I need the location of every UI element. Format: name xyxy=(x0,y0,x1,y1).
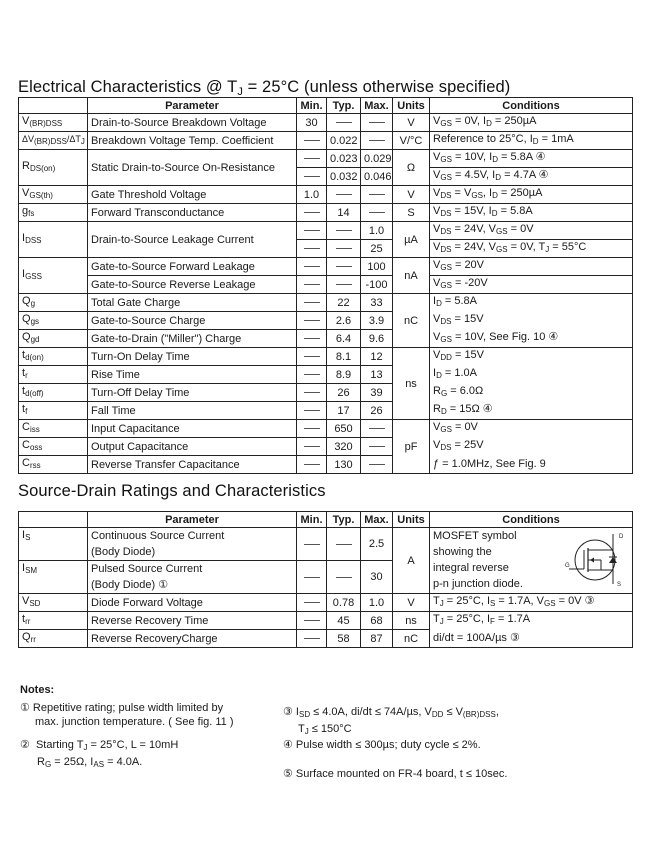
typ: 0.023 xyxy=(327,150,361,168)
conditions: $V_{GS} = 0V$ xyxy=(430,420,633,438)
symbol: $t_f$ xyxy=(19,402,88,420)
units: ns xyxy=(393,348,430,420)
symbol: $V_{(BR)DSS}$ xyxy=(19,114,88,132)
conditions: $V_{GS} = 10V$, $I_D = 5.8A$ ④ xyxy=(430,150,633,168)
parameter: Pulsed Source Current (Body Diode) ① xyxy=(88,561,297,594)
min xyxy=(297,294,327,312)
conditions: Reference to 25°C, $I_D = 1mA$ xyxy=(430,132,633,150)
max: 13 xyxy=(361,366,393,384)
conditions: $V_{DS} = 25V$ xyxy=(430,438,633,456)
header-symbol xyxy=(19,98,88,114)
header-row xyxy=(19,98,633,114)
symbol: $C_{rss}$ xyxy=(19,456,88,474)
note-2-line-1: ② Starting $T_J = 25^\circ C$, L = 10mH xyxy=(20,739,179,752)
typ: 26 xyxy=(327,384,361,402)
units: V xyxy=(393,186,430,204)
table-row xyxy=(19,366,633,384)
symbol: $V_{SD}$ xyxy=(19,594,88,612)
min xyxy=(297,630,327,648)
mosfet-conditions xyxy=(430,528,633,594)
parameter: Fall Time xyxy=(88,402,297,420)
note-1-line-2: max. junction temperature. ( See fig. 11 ) xyxy=(35,716,234,728)
title-rest: = 25°C (unless otherwise specified) xyxy=(242,78,511,96)
max xyxy=(361,132,393,150)
symbol: $Q_{gs}$ xyxy=(19,312,88,330)
electrical-characteristics-table xyxy=(18,97,633,474)
symbol: $I_{DSS}$ xyxy=(19,222,88,258)
symbol: $t_{rr}$ xyxy=(19,612,88,630)
min xyxy=(297,258,327,276)
min xyxy=(297,438,327,456)
max xyxy=(361,456,393,474)
conditions: $R_D = 15\Omega$ ④ xyxy=(430,402,633,420)
symbol: $V_{GS(th)}$ xyxy=(19,186,88,204)
symbol: $t_{d(on)}$ xyxy=(19,348,88,366)
conditions: $V_{DS} = 15V$ xyxy=(430,312,633,330)
conditions: di/dt = 100A/µs ③ xyxy=(430,630,633,648)
parameter: Gate-to-Source Charge xyxy=(88,312,297,330)
note-2-line-2: $R_G = 25\Omega$, $I_{AS} = 4.0A$. xyxy=(37,756,143,769)
typ: 22 xyxy=(327,294,361,312)
typ: 8.9 xyxy=(327,366,361,384)
min xyxy=(297,150,327,168)
conditions: $V_{GS} = 0V$, $I_D = 250\mu A$ xyxy=(430,114,633,132)
units: A xyxy=(393,528,430,594)
max: 39 xyxy=(361,384,393,402)
parameter: Rise Time xyxy=(88,366,297,384)
conditions: $V_{GS} = 20V$ xyxy=(430,258,633,276)
typ: 130 xyxy=(327,456,361,474)
typ xyxy=(327,561,361,594)
parameter: Gate-to-Source Reverse Leakage xyxy=(88,276,297,294)
typ xyxy=(327,186,361,204)
parameter: Drain-to-Source Leakage Current xyxy=(88,222,297,258)
max: 0.046 xyxy=(361,168,393,186)
max: -100 xyxy=(361,276,393,294)
units: nC xyxy=(393,294,430,348)
typ: 45 xyxy=(327,612,361,630)
conditions: $T_J = 25^\circ C$, $I_F = 1.7A$ xyxy=(430,612,633,630)
header-units: Units xyxy=(393,98,430,114)
note-1-line-1: ① Repetitive rating; pulse width limited by xyxy=(20,702,224,714)
min xyxy=(297,132,327,150)
conditions: $V_{DS} = 24V$, $V_{GS} = 0V$, $T_J = 55^\circ C$ xyxy=(430,240,633,258)
table-row xyxy=(19,258,633,276)
max xyxy=(361,420,393,438)
max xyxy=(361,438,393,456)
typ xyxy=(327,258,361,276)
max: 3.9 xyxy=(361,312,393,330)
header-row xyxy=(19,512,633,528)
typ: 320 xyxy=(327,438,361,456)
units: nA xyxy=(393,258,430,294)
parameter: Reverse Recovery Time xyxy=(88,612,297,630)
units: V/°C xyxy=(393,132,430,150)
parameter: Diode Forward Voltage xyxy=(88,594,297,612)
parameter: Total Gate Charge xyxy=(88,294,297,312)
units: Ω xyxy=(393,150,430,186)
header-conditions: Conditions xyxy=(430,98,633,114)
note-3-line-1: ③ $I_{SD} \le 4.0A$, di/dt ≤ 74A/µs, $V_{DD} \le V_{(BR)DSS}$, xyxy=(283,706,499,719)
symbol: $\Delta V_{(BR)DSS}/\Delta T_J$ xyxy=(19,132,88,150)
header-parameter: Parameter xyxy=(88,512,297,528)
max xyxy=(361,204,393,222)
conditions: $V_{DS} = V_{GS}$, $I_D = 250\mu A$ xyxy=(430,186,633,204)
min xyxy=(297,561,327,594)
parameter: Drain-to-Source Breakdown Voltage xyxy=(88,114,297,132)
symbol: $I_{GSS}$ xyxy=(19,258,88,294)
min xyxy=(297,276,327,294)
max: 68 xyxy=(361,612,393,630)
conditions: $I_D = 1.0A$ xyxy=(430,366,633,384)
table-row xyxy=(19,420,633,438)
typ: 17 xyxy=(327,402,361,420)
symbol: $t_r$ xyxy=(19,366,88,384)
min xyxy=(297,456,327,474)
min xyxy=(297,348,327,366)
max: 25 xyxy=(361,240,393,258)
symbol: $g_{fs}$ xyxy=(19,204,88,222)
parameter: Gate-to-Drain ("Miller") Charge xyxy=(88,330,297,348)
conditions: $V_{GS} = 4.5V$, $I_D = 4.7A$ ④ xyxy=(430,168,633,186)
symbol: $C_{oss}$ xyxy=(19,438,88,456)
conditions: $V_{DS} = 24V$, $V_{GS} = 0V$ xyxy=(430,222,633,240)
title-sub: J xyxy=(237,86,243,98)
symbol: $C_{iss}$ xyxy=(19,420,88,438)
header-parameter: Parameter xyxy=(88,98,297,114)
max: 2.5 xyxy=(361,528,393,561)
typ: 2.6 xyxy=(327,312,361,330)
max xyxy=(361,114,393,132)
min: 1.0 xyxy=(297,186,327,204)
symbol: $Q_g$ xyxy=(19,294,88,312)
typ: 0.032 xyxy=(327,168,361,186)
max: 9.6 xyxy=(361,330,393,348)
units: µA xyxy=(393,222,430,258)
units: pF xyxy=(393,420,430,474)
table-row xyxy=(19,528,633,561)
min xyxy=(297,204,327,222)
max: 100 xyxy=(361,258,393,276)
min xyxy=(297,366,327,384)
typ: 8.1 xyxy=(327,348,361,366)
min xyxy=(297,312,327,330)
header-min: Min. xyxy=(297,512,327,528)
table-row xyxy=(19,456,633,474)
notes-title: Notes: xyxy=(20,684,55,696)
parameter: Continuous Source Current (Body Diode) xyxy=(88,528,297,561)
max: 87 xyxy=(361,630,393,648)
table-row xyxy=(19,132,633,150)
parameter: Turn-Off Delay Time xyxy=(88,384,297,402)
parameter: Gate-to-Source Forward Leakage xyxy=(88,258,297,276)
svg-text:D: D xyxy=(619,534,624,540)
table-row xyxy=(19,438,633,456)
typ xyxy=(327,114,361,132)
conditions: $R_G = 6.0\Omega$ xyxy=(430,384,633,402)
svg-text:S: S xyxy=(617,582,622,588)
note-3-line-2: $T_J \le 150^\circ C$ xyxy=(298,723,352,736)
min: 30 xyxy=(297,114,327,132)
table-row xyxy=(19,276,633,294)
header-max: Max. xyxy=(361,98,393,114)
min xyxy=(297,594,327,612)
parameter: Input Capacitance xyxy=(88,420,297,438)
units: V xyxy=(393,114,430,132)
header-min: Min. xyxy=(297,98,327,114)
typ xyxy=(327,528,361,561)
note-5: ⑤ Surface mounted on FR-4 board, t ≤ 10sec. xyxy=(283,768,508,780)
conditions: $V_{DD} = 15V$ xyxy=(430,348,633,366)
max: 0.029 xyxy=(361,150,393,168)
max: 26 xyxy=(361,402,393,420)
table-row xyxy=(19,114,633,132)
symbol: $Q_{rr}$ xyxy=(19,630,88,648)
table-row xyxy=(19,612,633,630)
min xyxy=(297,528,327,561)
parameter: Reverse Transfer Capacitance xyxy=(88,456,297,474)
mosfet-text-line: p-n junction diode. xyxy=(433,578,523,590)
max xyxy=(361,186,393,204)
symbol: $t_{d(off)}$ xyxy=(19,384,88,402)
units: V xyxy=(393,594,430,612)
min xyxy=(297,612,327,630)
table-row xyxy=(19,402,633,420)
parameter: Forward Transconductance xyxy=(88,204,297,222)
symbol: $R_{DS(on)}$ xyxy=(19,150,88,186)
max: 33 xyxy=(361,294,393,312)
typ: 0.78 xyxy=(327,594,361,612)
electrical-characteristics-title xyxy=(18,78,510,98)
header-conditions: Conditions xyxy=(430,512,633,528)
min xyxy=(297,222,327,240)
svg-text:G: G xyxy=(565,563,570,569)
units: S xyxy=(393,204,430,222)
table-row xyxy=(19,330,633,348)
max: 1.0 xyxy=(361,594,393,612)
conditions: ƒ = 1.0MHz, See Fig. 9 xyxy=(430,456,633,474)
title-text: Electrical Characteristics @ T xyxy=(18,78,238,96)
max: 12 xyxy=(361,348,393,366)
parameter: Gate Threshold Voltage xyxy=(88,186,297,204)
table-row xyxy=(19,630,633,648)
conditions: $I_D = 5.8A$ xyxy=(430,294,633,312)
mosfet-symbol-icon xyxy=(565,530,629,588)
conditions: $T_J = 25^\circ C$, $I_S = 1.7A$, $V_{GS} = 0V$ ③ xyxy=(430,594,633,612)
min xyxy=(297,420,327,438)
header-units: Units xyxy=(393,512,430,528)
mosfet-text-line: MOSFET symbol xyxy=(433,530,517,542)
mosfet-text-line: showing the xyxy=(433,546,492,558)
table-row xyxy=(19,186,633,204)
min xyxy=(297,240,327,258)
table-row xyxy=(19,204,633,222)
typ xyxy=(327,240,361,258)
units: nC xyxy=(393,630,430,648)
conditions: $V_{GS} = -20V$ xyxy=(430,276,633,294)
header-typ: Typ. xyxy=(327,98,361,114)
symbol: $Q_{gd}$ xyxy=(19,330,88,348)
units: ns xyxy=(393,612,430,630)
min xyxy=(297,384,327,402)
parameter: Reverse RecoveryCharge xyxy=(88,630,297,648)
typ xyxy=(327,276,361,294)
symbol: $I_{SM}$ xyxy=(19,561,88,594)
table-row xyxy=(19,294,633,312)
typ: 58 xyxy=(327,630,361,648)
source-drain-title: Source-Drain Ratings and Characteristics xyxy=(18,482,326,500)
max: 30 xyxy=(361,561,393,594)
header-typ: Typ. xyxy=(327,512,361,528)
parameter: Breakdown Voltage Temp. Coefficient xyxy=(88,132,297,150)
min xyxy=(297,168,327,186)
source-drain-table xyxy=(18,511,633,648)
mosfet-text-line: integral reverse xyxy=(433,562,509,574)
min xyxy=(297,402,327,420)
table-row xyxy=(19,222,633,240)
table-row xyxy=(19,150,633,168)
parameter: Turn-On Delay Time xyxy=(88,348,297,366)
note-1 xyxy=(20,701,234,729)
typ xyxy=(327,222,361,240)
typ: 650 xyxy=(327,420,361,438)
typ: 14 xyxy=(327,204,361,222)
typ: 0.022 xyxy=(327,132,361,150)
table-row xyxy=(19,312,633,330)
table-row xyxy=(19,594,633,612)
typ: 6.4 xyxy=(327,330,361,348)
parameter: Static Drain-to-Source On-Resistance xyxy=(88,150,297,186)
conditions: $V_{DS} = 15V$, $I_D = 5.8A$ xyxy=(430,204,633,222)
parameter: Output Capacitance xyxy=(88,438,297,456)
table-row xyxy=(19,384,633,402)
table-row xyxy=(19,348,633,366)
header-symbol xyxy=(19,512,88,528)
note-2 xyxy=(20,738,178,772)
max: 1.0 xyxy=(361,222,393,240)
note-4: ④ Pulse width ≤ 300µs; duty cycle ≤ 2%. xyxy=(283,739,481,751)
symbol: $I_S$ xyxy=(19,528,88,561)
note-3 xyxy=(283,705,499,739)
min xyxy=(297,330,327,348)
conditions: $V_{GS} = 10V$, See Fig. 10 ④ xyxy=(430,330,633,348)
header-max: Max. xyxy=(361,512,393,528)
